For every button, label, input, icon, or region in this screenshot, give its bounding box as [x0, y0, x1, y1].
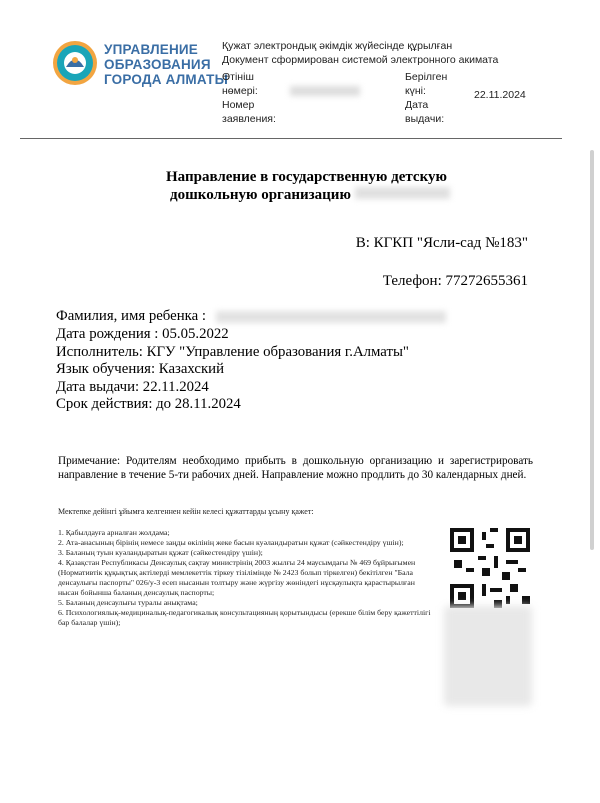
executor: Исполнитель: КГУ "Управление образования г.Алматы"	[56, 344, 409, 360]
app-number-redacted	[290, 86, 360, 96]
org-name-line2: ОБРАЗОВАНИЯ	[104, 57, 211, 72]
issue-label-ru2: выдачи:	[405, 113, 445, 125]
app-number-label-kz2: нөмері:	[222, 85, 258, 97]
app-number-label-ru2: заявления:	[222, 113, 276, 125]
issue-date: 22.11.2024	[474, 89, 526, 101]
title-line1: Направление в государственную детскую	[166, 169, 447, 185]
docs-list	[58, 528, 432, 628]
header-divider	[20, 138, 562, 139]
issue-label-kz: Берілген	[405, 71, 448, 83]
app-number-label-ru: Номер	[222, 99, 255, 111]
list-item: 1. Қабылдауға арналған жолдама;	[58, 528, 170, 537]
list-item: 3. Баланың туын куәландыратын құжат (сәйкестендіру үшін);	[58, 548, 263, 557]
title-line2-row	[170, 186, 450, 204]
child-name-row	[56, 307, 446, 325]
qr-code-icon	[450, 528, 530, 608]
list-item: 4. Қазақстан Республикасы Денсаулық сақтау министрінің 2003 жылғы 24 маусымдағы № 469 бұйрығымен (Нормативтік құқықтық актілерді мемлекеттік тіркеу тізілімінде № 2423 болып тіркелген) бекітілген "Бала денсаулығы паспорты" 026/у-3 есеп нысанын толтыру және жүргізу жөніндегі нұсқаулықта қарастырылған нысан бойынша баланың денсаулық паспорты;	[58, 558, 416, 597]
org-name	[104, 42, 228, 87]
org-name-line3: ГОРОДА АЛМАТЫ	[104, 72, 229, 87]
app-number-label-kz: Өтініш	[222, 71, 254, 83]
qr-redacted	[444, 606, 532, 706]
system-kz: Қужат электрондық әкімдік жүйесінде құрылған	[222, 40, 453, 52]
scrollbar[interactable]	[590, 150, 594, 550]
page-title	[166, 168, 450, 204]
emblem-logo-icon	[52, 40, 98, 86]
system-ru: Документ сформирован системой электронного акимата	[222, 54, 499, 66]
note-paragraph: Примечание: Родителям необходимо прибыть в дошкольную организацию и зарегистрировать направление в течение 5-ти рабочих дней. Направление можно продлить до 30 календарных дней.	[58, 455, 533, 481]
issue-date-label	[405, 70, 447, 126]
title-line2: дошкольную организацию	[170, 187, 351, 203]
issue-label-kz2: күні:	[405, 85, 426, 97]
docs-title: Мектепке дейінгі ұйымға келгеннен кейін келесі құжаттарды ұсыну қажет:	[58, 507, 314, 516]
child-name-redacted	[216, 311, 446, 323]
list-item: 5. Баланың денсаулығы туралы анықтама;	[58, 598, 198, 607]
phone: Телефон: 77272655361	[382, 273, 528, 289]
language: Язык обучения: Казахский	[56, 361, 224, 377]
title-redacted	[355, 187, 450, 199]
issued-date: Дата выдачи: 22.11.2024	[56, 379, 209, 395]
app-number-label	[222, 70, 276, 126]
list-item: 2. Ата-анасының бірінің немесе заңды өкілінің жеке басын куәландыратын құжат (сәйкестендіру үшін);	[58, 538, 404, 547]
validity: Срок действия: до 28.11.2024	[56, 396, 241, 412]
issue-label-ru: Дата	[405, 99, 429, 111]
list-item: 6. Психологиялық-медициналық-педагогикалық консультацияның қорытындысы (ерекше білім беру қажеттілігі бар балалар үшін);	[58, 608, 431, 627]
child-name-label: Фамилия, имя ребенка :	[56, 308, 206, 324]
birth-date: Дата рождения : 05.05.2022	[56, 326, 229, 342]
org-name-line1: УПРАВЛЕНИЕ	[104, 42, 199, 57]
recipient: В: КГКП "Ясли-сад №183"	[355, 235, 528, 251]
